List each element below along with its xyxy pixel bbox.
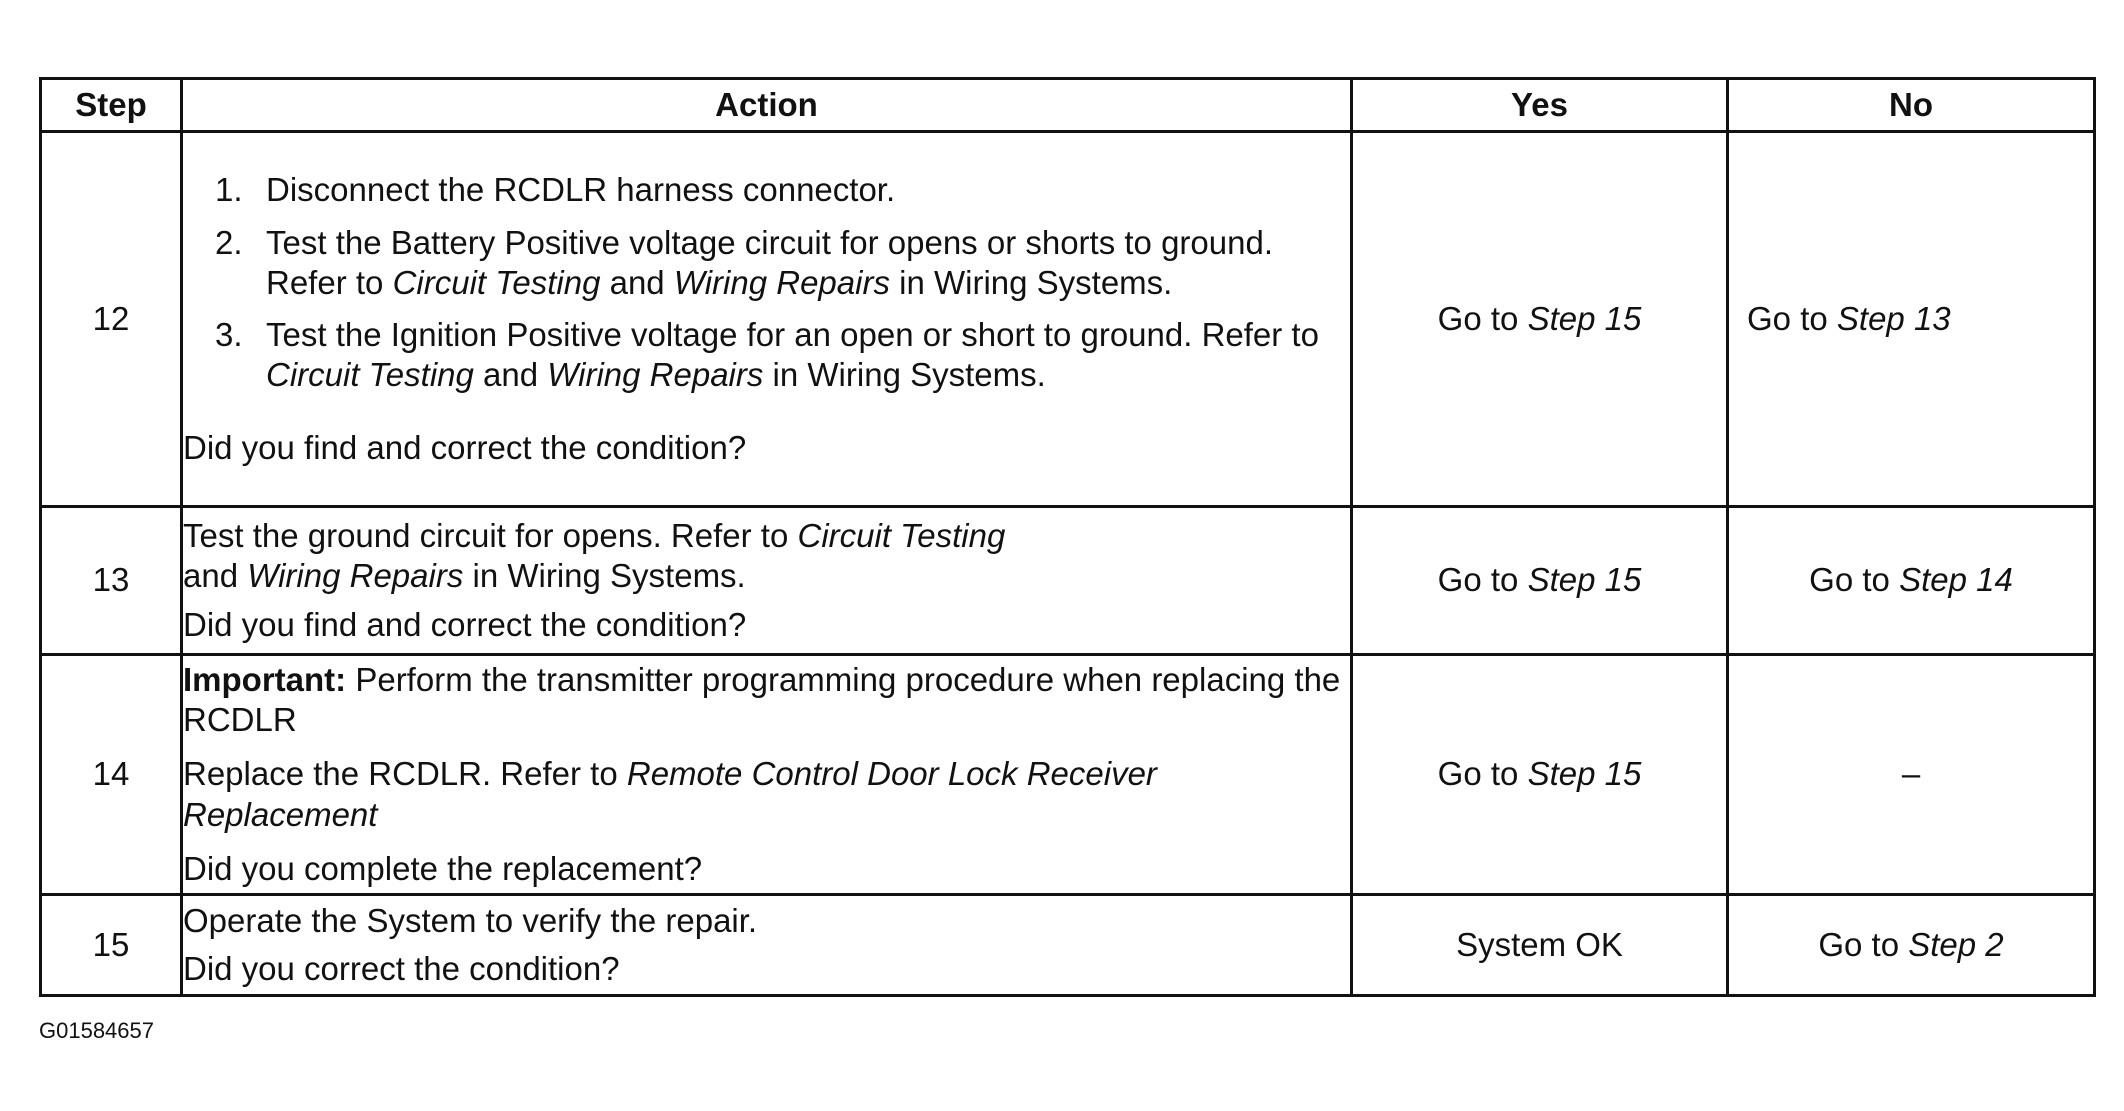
figure-id: G01584657	[39, 1018, 154, 1043]
action-list	[183, 170, 1350, 395]
step-number: 15	[41, 895, 182, 996]
question-text: Did you correct the condition?	[183, 950, 620, 987]
table-row	[41, 132, 2095, 507]
step-number: 12	[41, 132, 182, 507]
important-note: Important: Perform the transmitter programming procedure when replacing the RCDLR	[183, 660, 1341, 739]
step-link: Step 15	[1527, 755, 1642, 793]
action-cell	[182, 132, 1352, 507]
table-row	[41, 655, 2095, 895]
table-row	[41, 507, 2095, 655]
yes-cell: System OK	[1352, 895, 1728, 996]
question-text: Did you find and correct the condition?	[183, 428, 747, 466]
yes-cell: Go to Step 15	[1352, 655, 1728, 895]
action-cell	[182, 655, 1352, 895]
step-link: Step 13	[1836, 299, 1951, 337]
no-cell: –	[1728, 655, 2095, 895]
action-text: Replace the RCDLR. Refer to Remote Control Door Lock Receiver Replacement	[183, 755, 1157, 833]
yes-cell: Go to Step 15	[1352, 132, 1728, 507]
question-text: Did you find and correct the condition?	[183, 605, 747, 643]
step-number: 14	[41, 655, 182, 895]
list-item: 1. Disconnect the RCDLR harness connector.	[215, 171, 896, 209]
list-item: 2. Test the Battery Positive voltage circuit for opens or shorts to ground. Refer to Circuit Testing and Wiring Repairs in Wiring Systems.	[215, 223, 1273, 301]
no-cell: Go to Step 13	[1728, 132, 2095, 507]
header-yes: Yes	[1352, 79, 1728, 132]
header-row	[41, 79, 2095, 132]
step-link: Step 15	[1527, 299, 1642, 337]
step-link: Step 15	[1527, 561, 1642, 599]
step-link: Step 2	[1908, 925, 2004, 963]
action-text: Operate the System to verify the repair.	[183, 901, 758, 939]
table-row	[41, 895, 2095, 996]
no-cell: Go to Step 2	[1728, 895, 2095, 996]
step-link: Step 14	[1899, 561, 2013, 599]
action-cell	[182, 507, 1352, 655]
yes-cell: Go to Step 15	[1352, 507, 1728, 655]
header-step: Step	[41, 79, 182, 132]
step-number: 13	[41, 507, 182, 655]
diagnostic-table	[39, 77, 2096, 997]
header-action: Action	[182, 79, 1352, 132]
action-cell	[182, 895, 1352, 996]
no-cell: Go to Step 14	[1728, 507, 2095, 655]
header-no: No	[1728, 79, 2095, 132]
list-item: 3. Test the Ignition Positive voltage for an open or short to ground. Refer to Circuit Testing and Wiring Repairs in Wiring Systems.	[215, 316, 1319, 394]
question-text: Did you complete the replacement?	[183, 849, 703, 887]
action-text: Test the ground circuit for opens. Refer to Circuit Testing and Wiring Repairs in Wiring Systems.	[183, 517, 1006, 595]
